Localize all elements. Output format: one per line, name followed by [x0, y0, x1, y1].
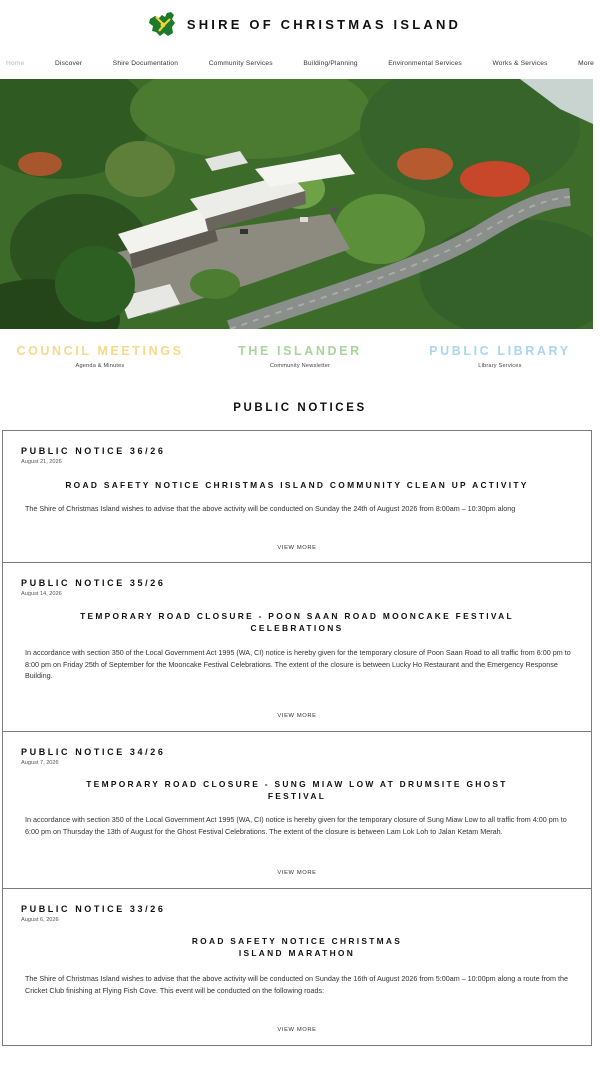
- notice-heading[interactable]: TEMPORARY ROAD CLOSURE - POON SAAN ROAD MOONCAKE FESTIVAL CELEBRATIONS: [80, 611, 514, 633]
- notice-body: The Shire of Christmas Island wishes to advise that the above activity will be conducted on Sunday the 16th of August 2026 from 5:00am – 10:00pm along a route from the Cricket Club finishing at Flying Fish Cove. This event will be conducted on the following roads:: [25, 974, 568, 995]
- notice-card: [2, 430, 592, 563]
- nav-more[interactable]: More: [578, 59, 594, 67]
- quick-links: [0, 344, 600, 369]
- nav-building-planning[interactable]: Building/Planning: [303, 59, 358, 67]
- view-more-link[interactable]: VIEW MORE: [277, 713, 317, 719]
- quick-link-the-islander[interactable]: [200, 344, 400, 369]
- quick-link-title[interactable]: THE ISLANDER: [238, 344, 362, 358]
- notice-date: August 6, 2026: [21, 917, 59, 923]
- nav-discover[interactable]: Discover: [54, 59, 83, 67]
- main-nav: [0, 48, 600, 78]
- notices-list: [2, 431, 592, 1046]
- notice-number[interactable]: PUBLIC NOTICE 33/26: [21, 904, 166, 914]
- nav-works-services[interactable]: Works & Services: [492, 59, 548, 67]
- notice-body: The Shire of Christmas Island wishes to advise that the above activity will be conducted on Sunday the 24th of August 2026 from 8:00am – 10:30pm along: [25, 504, 516, 513]
- notice-card: [2, 888, 592, 1046]
- quick-link-council-meetings[interactable]: [0, 344, 200, 369]
- notice-date: August 21, 2026: [21, 459, 62, 465]
- notice-body: In accordance with section 350 of the Local Government Act 1995 (WA, CI) notice is hereby given for the temporary closure of Sung Miaw Low to all traffic from 4:00 pm to 6:00 pm on Thursday the 13th of August for the Ghost Festival Celebrations. The extent of the closure is between Lam Lok Loh to Jalan Ketam Merah.: [25, 815, 567, 836]
- view-more-link[interactable]: VIEW MORE: [277, 545, 317, 551]
- island-map-logo-icon[interactable]: [147, 9, 179, 39]
- notice-date: August 7, 2026: [21, 760, 59, 766]
- notice-number[interactable]: PUBLIC NOTICE 34/26: [21, 747, 166, 757]
- hero-image: [0, 79, 593, 329]
- nav-shire-documentation[interactable]: Shire Documentation: [112, 59, 179, 67]
- notice-date: August 14, 2026: [21, 591, 62, 597]
- nav-community-services[interactable]: Community Services: [208, 59, 273, 67]
- view-more-link[interactable]: VIEW MORE: [277, 1027, 317, 1033]
- notice-number[interactable]: PUBLIC NOTICE 36/26: [21, 446, 166, 456]
- view-more-link[interactable]: VIEW MORE: [277, 870, 317, 876]
- notice-body: In accordance with section 350 of the Local Government Act 1995 (WA, CI) notice is hereby given for the temporary closure of Poon Saan Road to all traffic from 6:00 pm to 8:00 pm on Friday 25th of September for the Mooncake Festival Celebrations. The extent of the closure is between Lucky Ho Restaurant and the Emergency Response Building.: [25, 648, 571, 680]
- quick-link-subtitle: Community Newsletter: [269, 363, 331, 369]
- nav-home[interactable]: Home: [6, 59, 25, 67]
- notice-heading[interactable]: TEMPORARY ROAD CLOSURE - SUNG MIAW LOW AT DRUMSITE GHOST FESTIVAL: [86, 779, 508, 801]
- public-notices-heading: PUBLIC NOTICES: [233, 402, 367, 414]
- notice-card: [2, 731, 592, 889]
- quick-link-title[interactable]: COUNCIL MEETINGS: [16, 344, 184, 358]
- aerial-photo-illustration: [0, 79, 593, 329]
- quick-link-subtitle: Agenda & Minutes: [75, 363, 125, 369]
- quick-link-public-library[interactable]: [400, 344, 600, 369]
- quick-link-title[interactable]: PUBLIC LIBRARY: [429, 344, 571, 358]
- nav-environmental-services[interactable]: Environmental Services: [388, 59, 462, 67]
- notice-heading[interactable]: ROAD SAFETY NOTICE CHRISTMAS ISLAND MARATHON: [191, 936, 403, 958]
- quick-link-subtitle: Library Services: [478, 363, 522, 369]
- notice-number[interactable]: PUBLIC NOTICE 35/26: [21, 578, 166, 588]
- notice-card: [2, 562, 592, 732]
- site-header: [0, 0, 600, 48]
- site-title[interactable]: SHIRE OF CHRISTMAS ISLAND: [186, 16, 462, 32]
- notice-heading[interactable]: ROAD SAFETY NOTICE CHRISTMAS ISLAND COMMUNITY CLEAN UP ACTIVITY: [65, 480, 529, 490]
